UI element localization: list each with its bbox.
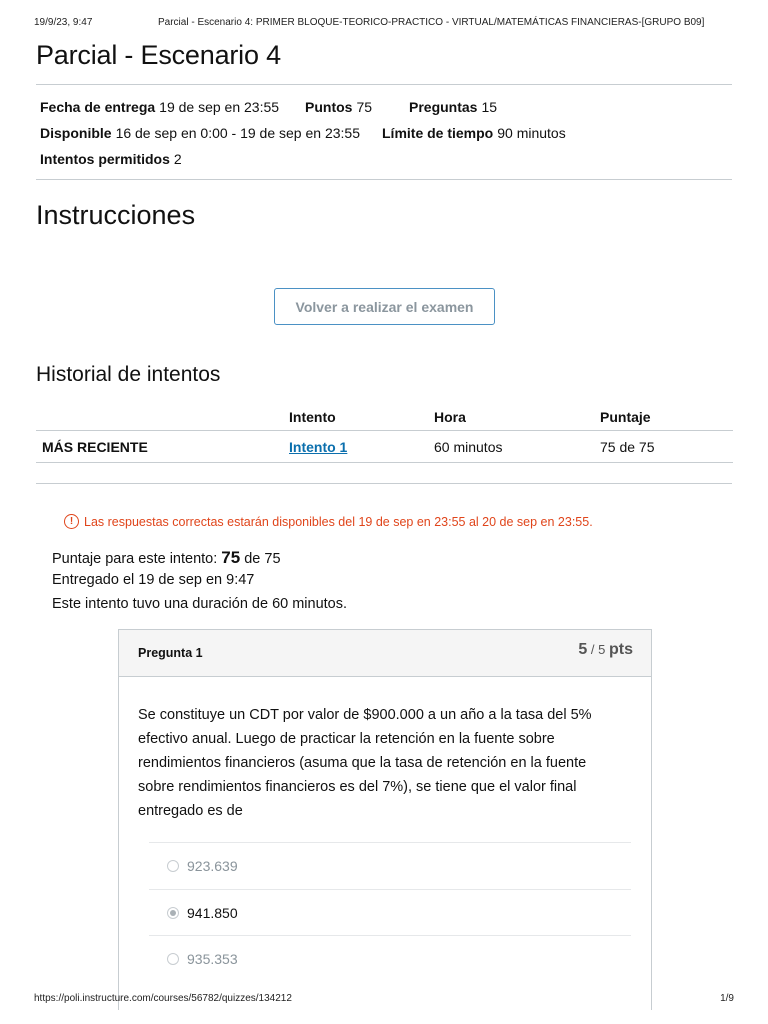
warning-icon: ! [64, 514, 79, 529]
points-label: Puntos [305, 99, 353, 115]
question-text: Se constituye un CDT por valor de $900.000 a un año a la tasa del 5% efectivo anual. Luego de practicar la retención en la fuente sobre rendimientos financieros (asuma que la tasa de retención en la fuente sobre rendimientos financieros es del 7%), se tiene que el valor final entregado es de [138, 707, 592, 819]
attempt-link[interactable]: Intento 1 [289, 438, 348, 455]
answer-option[interactable] [149, 935, 631, 982]
attempt-history-table [36, 404, 733, 463]
questions-label: Preguntas [409, 99, 478, 115]
question-header [119, 630, 651, 677]
table-row [36, 431, 733, 463]
instructions-heading: Instrucciones [36, 200, 196, 230]
points-unit: pts [609, 641, 633, 658]
print-url: https://poli.instructure.com/courses/56782/quizzes/134212 [34, 993, 292, 1004]
points-earned: 5 [578, 641, 588, 658]
row-label: MÁS RECIENTE [36, 431, 289, 463]
column-header [36, 404, 289, 431]
answer-label: 935.353 [187, 951, 238, 967]
availability [40, 125, 360, 141]
table-header-row [36, 404, 733, 431]
radio-button-checked[interactable] [167, 907, 179, 919]
due-date-label: Fecha de entrega [40, 99, 156, 115]
column-header-score: Puntaje [600, 404, 733, 431]
available-label: Disponible [40, 125, 112, 141]
attempt-cell [289, 431, 434, 463]
time-cell: 60 minutos [434, 431, 600, 463]
question-title: Pregunta 1 [138, 646, 203, 660]
attempt-history-heading: Historial de intentos [36, 363, 221, 386]
score-cell: 75 de 75 [600, 431, 733, 463]
attempts-value: 2 [173, 151, 182, 167]
attempt-score [52, 548, 281, 568]
answer-option-selected[interactable] [149, 889, 631, 936]
question-points [578, 641, 633, 659]
page-title: Parcial - Escenario 4 [36, 40, 281, 70]
submitted-info: Entregado el 19 de sep en 9:47 [52, 572, 255, 588]
question-card [118, 629, 652, 1010]
print-date: 19/9/23, 9:47 [34, 17, 93, 28]
attempts-label: Intentos permitidos [40, 151, 170, 167]
points [305, 99, 372, 115]
due-date-value: 19 de sep en 23:55 [159, 99, 280, 115]
points-possible: / 5 [587, 642, 609, 657]
questions-value: 15 [481, 99, 498, 115]
points-value: 75 [356, 99, 373, 115]
answer-label: 923.639 [187, 858, 238, 874]
time-limit-label: Límite de tiempo [382, 125, 494, 141]
divider [36, 483, 732, 484]
divider [36, 84, 732, 85]
radio-button[interactable] [167, 953, 179, 965]
score-prefix: Puntaje para este intento: [52, 551, 222, 567]
column-header-time: Hora [434, 404, 600, 431]
answer-option[interactable] [149, 842, 631, 889]
questions-count [409, 99, 497, 115]
radio-button[interactable] [167, 860, 179, 872]
score-value: 75 [221, 548, 241, 567]
answers-availability-warning [64, 514, 593, 529]
time-limit [382, 125, 566, 141]
answer-label: 941.850 [187, 905, 238, 921]
print-document-title: Parcial - Escenario 4: PRIMER BLOQUE-TEORICO-PRACTICO - VIRTUAL/MATEMÁTICAS FINANCIERAS-[GRUPO B09] [158, 17, 705, 28]
page-number: 1/9 [720, 993, 734, 1004]
available-value: 16 de sep en 0:00 - 19 de sep en 23:55 [115, 125, 360, 141]
attempts-allowed [40, 151, 182, 167]
score-suffix: de 75 [240, 551, 281, 567]
time-limit-value: 90 minutos [497, 125, 566, 141]
duration-info: Este intento tuvo una duración de 60 minutos. [52, 596, 348, 612]
warning-text: Las respuestas correctas estarán disponibles del 19 de sep en 23:55 al 20 de sep en 23:55. [84, 514, 593, 529]
column-header-attempt: Intento [289, 404, 434, 431]
divider [36, 179, 732, 180]
retake-quiz-button[interactable]: Volver a realizar el examen [274, 288, 495, 325]
due-date [40, 99, 279, 115]
